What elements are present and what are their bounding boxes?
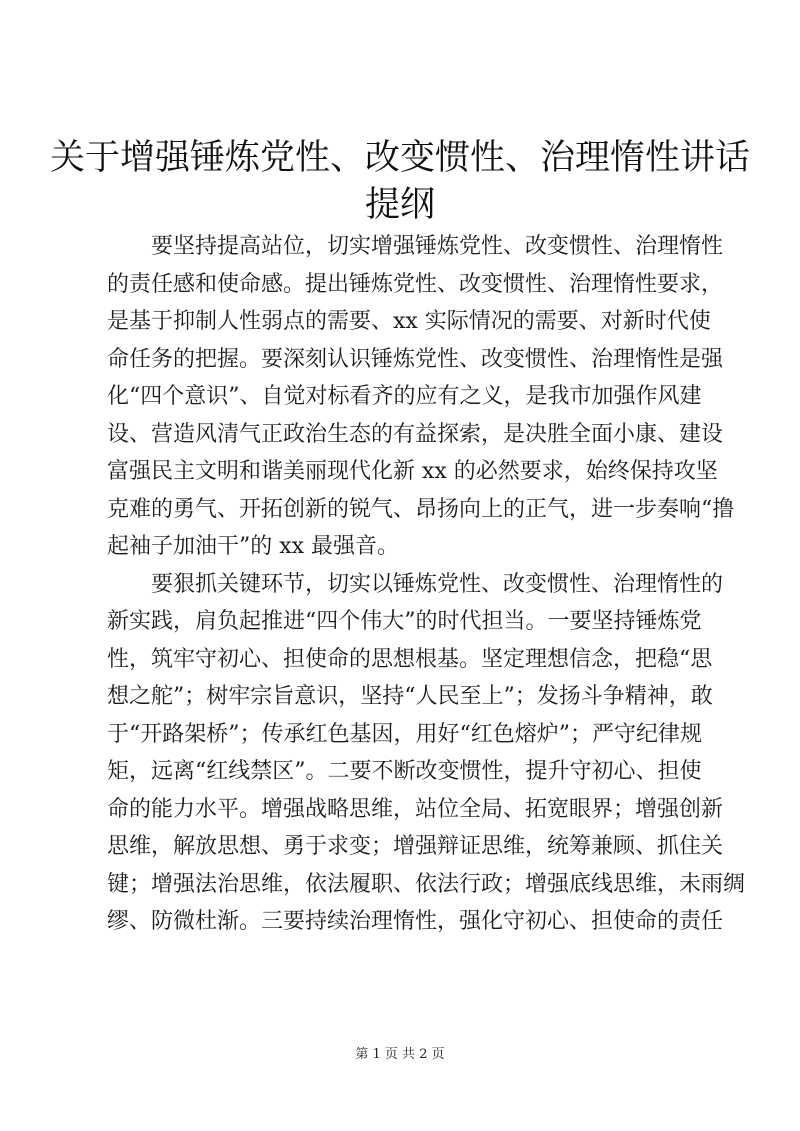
paragraph-2-line: 想之舵”；树牢宗旨意识，坚持“人民至上”；发扬斗争精神，敢 — [107, 684, 713, 709]
paragraph-2-line: 思维，解放思想、勇于求变；增强辩证思维，统筹兼顾、抓住关 — [107, 834, 724, 859]
page-footer: 第 1 页 共 2 页 — [355, 1047, 445, 1062]
paragraph-1-line: 的责任感和使命感。提出锤炼党性、改变惯性、治理惰性要求， — [107, 271, 724, 297]
paragraph-1-line: 富强民主文明和谐美丽现代化新 xx 的必然要求，始终保持攻坚 — [107, 459, 718, 484]
paragraph-1-line: 命任务的把握。要深刻认识锤炼党性、改变惯性、治理惰性是强 — [107, 346, 724, 372]
paragraph-1-line: 是基于抑制人性弱点的需要、xx 实际情况的需要、对新时代使 — [107, 309, 711, 334]
paragraph-2-line: 命的能力水平。增强战略思维，站位全局、拓宽眼界；增强创新 — [107, 796, 724, 822]
paragraph-2-line: 要狠抓关键环节，切实以锤炼党性、改变惯性、治理惰性的 — [151, 571, 724, 597]
paragraph-2-line: 于“开路架桥”；传承红色基因，用好“红色熔炉”；严守纪律规 — [107, 721, 702, 747]
paragraph-1-line: 化“四个意识”、自觉对标看齐的应有之义，是我市加强作风建 — [107, 384, 702, 409]
document-title-line-2: 提纲 — [364, 185, 435, 225]
paragraph-2-line: 新实践，肩负起推进“四个伟大”的时代担当。一要坚持锤炼党 — [107, 609, 702, 634]
document-title-line-1: 关于增强锤炼党性、改变惯性、治理惰性讲话 — [49, 138, 750, 178]
paragraph-1-line: 设、营造风清气正政治生态的有益探索，是决胜全面小康、建设 — [107, 421, 724, 447]
paragraph-2-line: 性，筑牢守初心、担使命的思想根基。坚定理想信念，把稳“思 — [107, 646, 713, 672]
paragraph-2-line: 矩，远离“红线禁区”。二要不断改变惯性，提升守初心、担使 — [107, 759, 702, 784]
paragraph-2-line: 缪、防微杜渐。三要持续治理惰性，强化守初心、担使命的责任 — [107, 909, 724, 934]
paragraph-1-line: 起袖子加油干”的 xx 最强音。 — [107, 534, 400, 559]
paragraph-1-line: 克难的勇气、开拓创新的锐气、昂扬向上的正气，进一步奏响“撸 — [107, 496, 735, 522]
paragraph-2-line: 键；增强法治思维，依法履职、依法行政；增强底线思维，未雨绸 — [107, 871, 746, 897]
paragraph-1-line: 要坚持提高站位，切实增强锤炼党性、改变惯性、治理惰性 — [151, 234, 724, 259]
